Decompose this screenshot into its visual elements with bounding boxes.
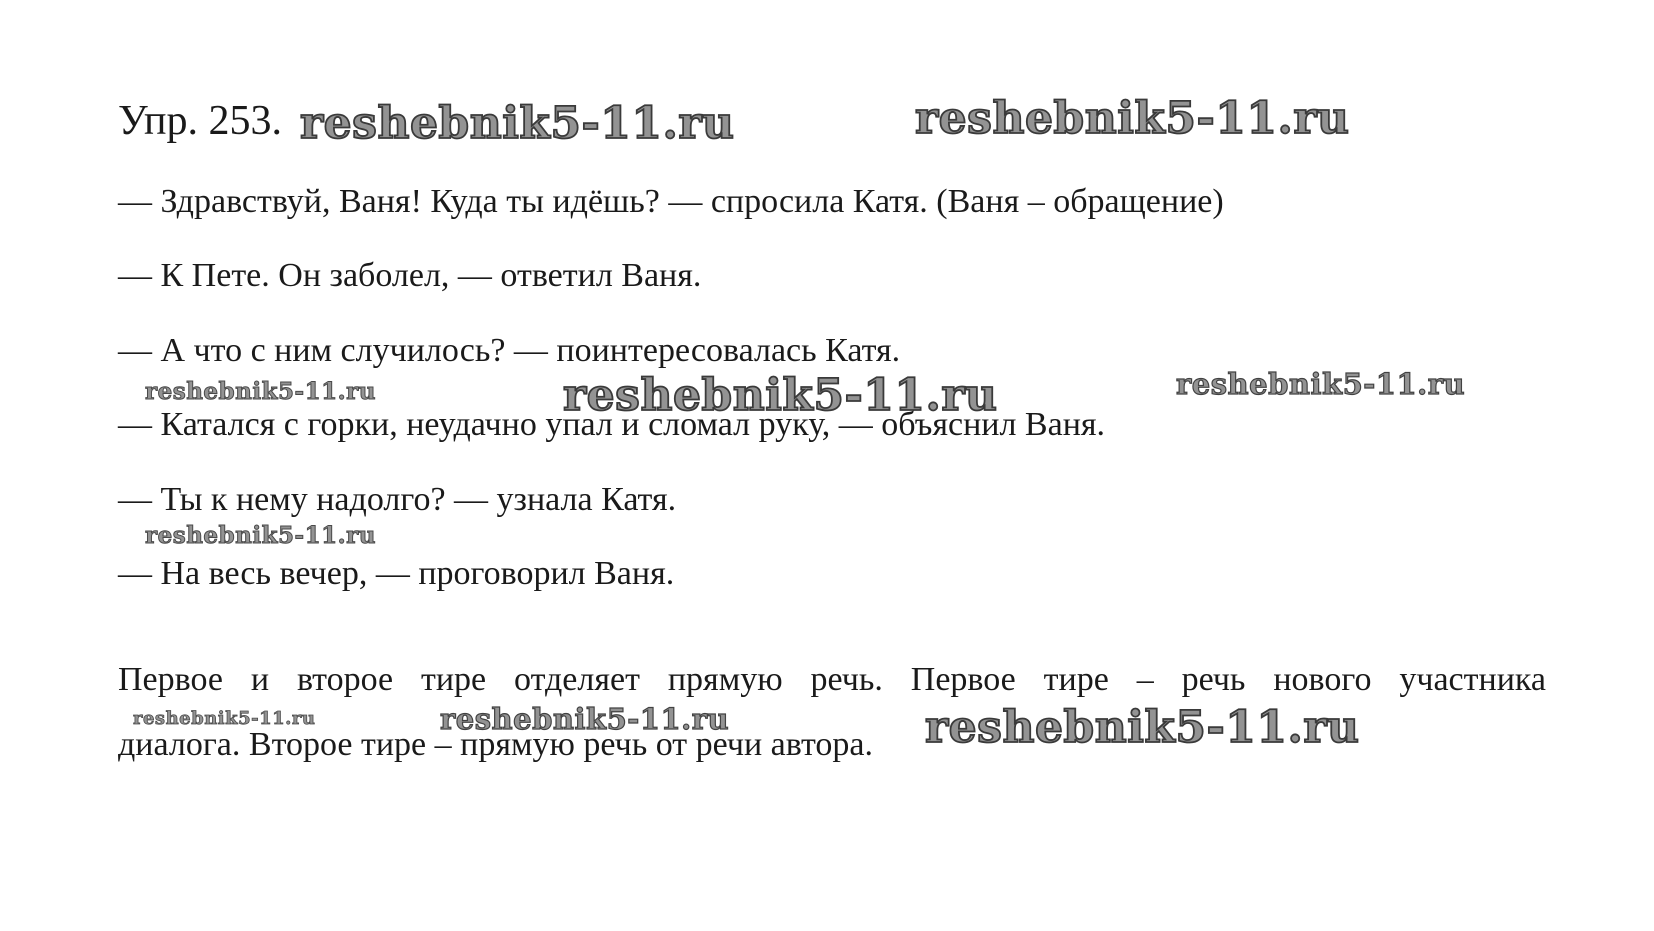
dialogue-line: — Ты к нему надолго? — узнала Катя. — [118, 481, 677, 518]
watermark-logo: reshebnik5-11.ru — [145, 522, 376, 549]
watermark-logo: reshebnik5-11.ru — [300, 98, 735, 149]
watermark-logo: reshebnik5-11.ru — [915, 93, 1350, 144]
dialogue-line: — На весь вечер, — проговорил Ваня. — [118, 555, 675, 592]
watermark-logo: reshebnik5-11.ru — [1176, 367, 1466, 401]
exercise-title: Упр. 253. — [118, 98, 283, 144]
dialogue-line: — Здравствуй, Ваня! Куда ты идёшь? — спросила Катя. (Ваня – обращение) — [118, 183, 1224, 220]
watermark-logo: reshebnik5-11.ru — [563, 370, 998, 421]
dialogue-line: — К Пете. Он заболел, — ответил Ваня. — [118, 257, 702, 294]
watermark-logo: reshebnik5-11.ru — [145, 378, 376, 405]
explanation-line-1: Первое и второе тире отделяет прямую речь. Первое тире – речь нового участника — [118, 661, 1546, 698]
dialogue-line: — А что с ним случилось? — поинтересовалась Катя. — [118, 332, 901, 369]
explanation-line-2: диалога. Второе тире – прямую речь от речи автора. — [118, 726, 873, 763]
watermark-logo: reshebnik5-11.ru — [440, 702, 730, 736]
dialogue-line: — Катался с горки, неудачно упал и сломал руку, — объяснил Ваня. — [118, 406, 1106, 443]
watermark-logo: reshebnik5-11.ru — [925, 702, 1360, 753]
watermark-logo: reshebnik5-11.ru — [133, 708, 316, 729]
